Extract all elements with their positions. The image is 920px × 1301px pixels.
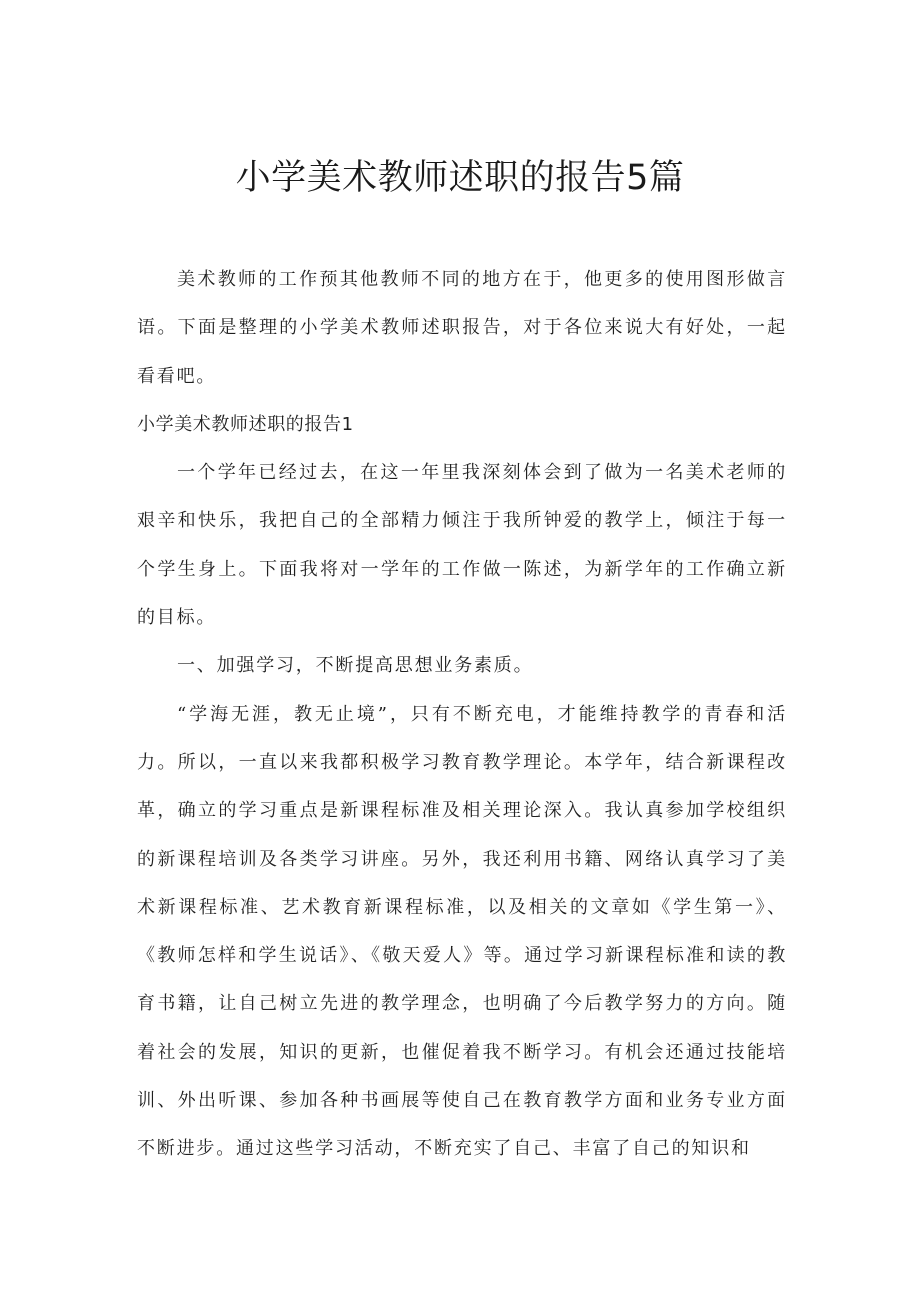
section-heading: 一、加强学习，不断提高思想业务素质。 bbox=[177, 655, 534, 677]
report-1-heading: 小学美术教师述职的报告1 bbox=[137, 413, 354, 435]
body-paragraph: “学海无涯，教无止境”，只有不断充电，才能维持教学的青春和活力。所以，一直以来我都积极学习教育教学理论。本学年，结合新课程改革，确立的学习重点是新课程标准及相关理论深入。我认真参加学校组织的新课程培训及各类学习讲座。另外，我还利用书籍、网络认真学习了美术新课程标准、艺术教育新课程标准，以及相关的文章如《学生第一》、《教师怎样和学生说话》、《敬天爱人》等。通过学习新课程标准和读的教育书籍，让自己树立先进的教学理念，也明确了今后教学努力的方向。随着社会的发展，知识的更新，也催促着我不断学习。有机会还通过技能培训、外出听课、参加各种书画展等使自己在教育教学方面和业务专业方面不断进步。通过这些学习活动，不断充实了自己、丰富了自己的知识和 bbox=[137, 703, 787, 1160]
body-paragraph: 一个学年已经过去，在这一年里我深刻体会到了做为一名美术老师的艰辛和快乐，我把自己的全部精力倾注于我所钟爱的教学上，倾注于每一个学生身上。下面我将对一学年的工作做一陈述，为新学年的工作确立新的目标。 bbox=[137, 462, 787, 629]
document-title: 小学美术教师述职的报告5篇 bbox=[235, 158, 685, 198]
document-body bbox=[137, 256, 787, 1174]
intro-paragraph: 美术教师的工作预其他教师不同的地方在于，他更多的使用图形做言语。下面是整理的小学美术教师述职报告，对于各位来说大有好处，一起看看吧。 bbox=[137, 269, 787, 387]
